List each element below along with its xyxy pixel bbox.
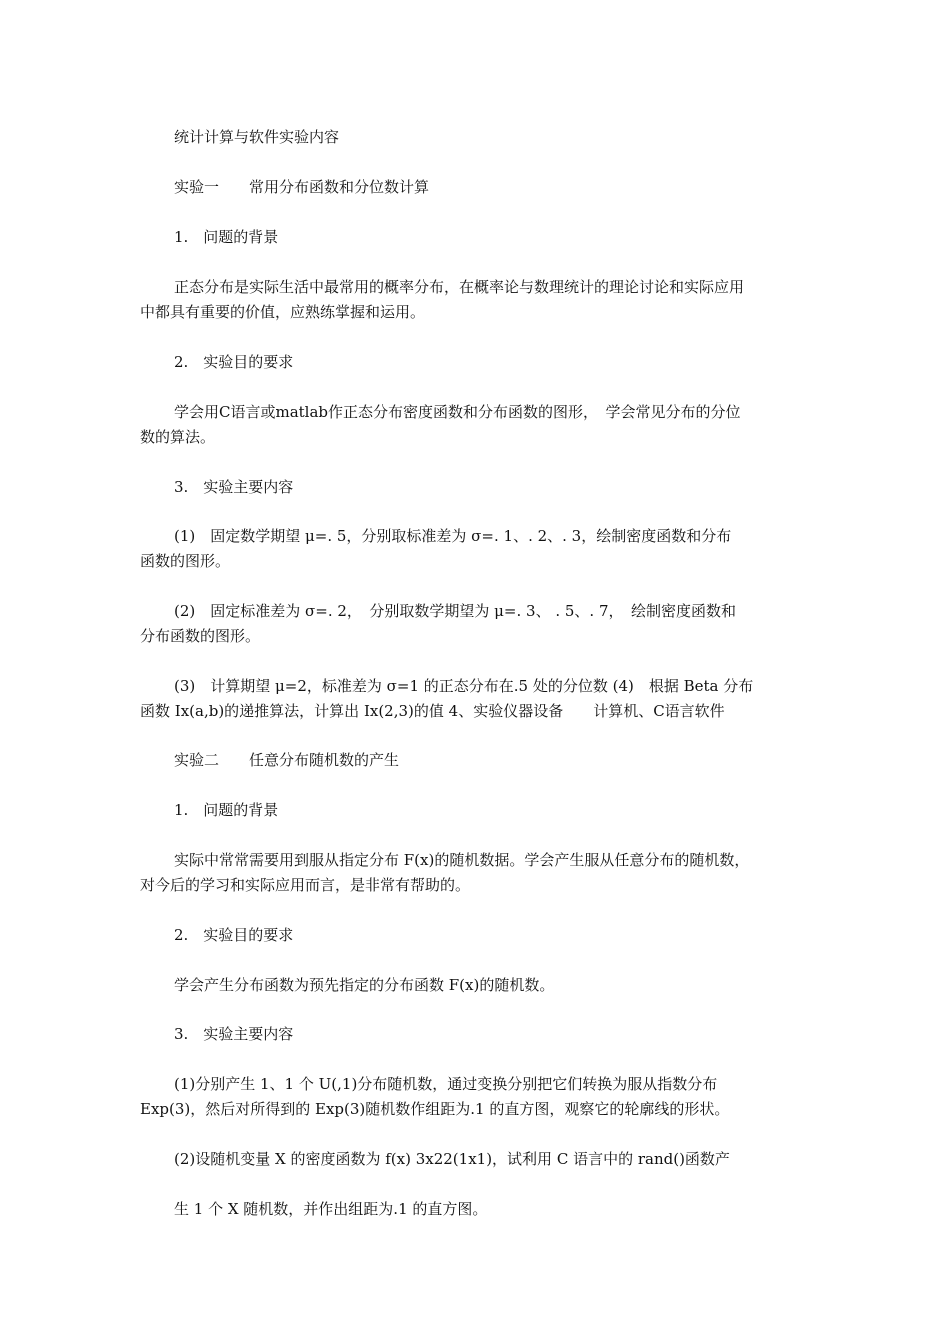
exp2-item-2-line-1: (2)设随机变量 X 的密度函数为 f(x) 3x22(1x1)，试利用 C 语言中的 rand()函数产 xyxy=(174,1150,730,1168)
exp2-section-1-paragraph-line-1: 实际中常常需要用到服从指定分布 F(x)的随机数据。学会产生服从任意分布的随机数， xyxy=(174,851,750,869)
experiment-2-heading: 实验二 任意分布随机数的产生 xyxy=(174,751,400,769)
exp2-section-2-paragraph: 学会产生分布函数为预先指定的分布函数 F(x)的随机数。 xyxy=(174,976,555,994)
exp2-item-1-line-2: Exp(3)，然后对所得到的 Exp(3)随机数作组距为.1 的直方图，观察它的轮廓线的形状。 xyxy=(140,1100,730,1118)
exp1-section-3-heading: 3. 实验主要内容 xyxy=(174,478,294,496)
exp2-section-3-heading: 3. 实验主要内容 xyxy=(174,1025,294,1043)
exp1-section-2-heading: 2. 实验目的要求 xyxy=(174,353,294,371)
exp2-item-2-line-2: 生 1 个 X 随机数，并作出组距为.1 的直方图。 xyxy=(174,1200,488,1218)
exp1-section-1-heading: 1. 问题的背景 xyxy=(174,228,279,246)
exp2-section-1-heading: 1. 问题的背景 xyxy=(174,801,279,819)
exp1-item-2-line-1: (2) 固定标准差为 σ=. 2， 分别取数学期望为 μ=. 3、 . 5、. 7， 绘制密度函数和 xyxy=(174,602,736,620)
exp1-item-3-line-2: 函数 Ix(a,b)的递推算法，计算出 Ix(2,3)的值 4、实验仪器设备 计算机、C语言软件 xyxy=(140,702,725,720)
exp2-section-1-paragraph-line-2: 对今后的学习和实际应用而言，是非常有帮助的。 xyxy=(140,876,471,894)
document-title: 统计计算与软件实验内容 xyxy=(174,128,340,146)
exp1-item-1-line-1: (1) 固定数学期望 μ=. 5，分别取标准差为 σ=. 1、. 2、. 3，绘制密度函数和分布 xyxy=(174,527,732,545)
exp1-item-2-line-2: 分布函数的图形。 xyxy=(140,627,261,645)
exp1-section-1-paragraph-line-2: 中都具有重要的价值，应熟练掌握和运用。 xyxy=(140,303,426,321)
exp2-item-1-line-1: (1)分别产生 1、1 个 U(,1)分布随机数，通过变换分别把它们转换为服从指数分布 xyxy=(174,1075,718,1093)
exp1-item-1-line-2: 函数的图形。 xyxy=(140,552,231,570)
exp1-section-2-paragraph-line-2: 数的算法。 xyxy=(140,428,216,446)
exp1-section-2-paragraph-line-1: 学会用C语言或matlab作正态分布密度函数和分布函数的图形， 学会常见分布的分位 xyxy=(174,403,741,421)
exp1-section-1-paragraph-line-1: 正态分布是实际生活中最常用的概率分布，在概率论与数理统计的理论讨论和实际应用 xyxy=(174,278,745,296)
exp2-section-2-heading: 2. 实验目的要求 xyxy=(174,926,294,944)
experiment-1-heading: 实验一 常用分布函数和分位数计算 xyxy=(174,178,430,196)
exp1-item-3-line-1: (3) 计算期望 μ=2，标准差为 σ=1 的正态分布在.5 处的分位数 (4) 根据 Beta 分布 xyxy=(174,677,754,695)
